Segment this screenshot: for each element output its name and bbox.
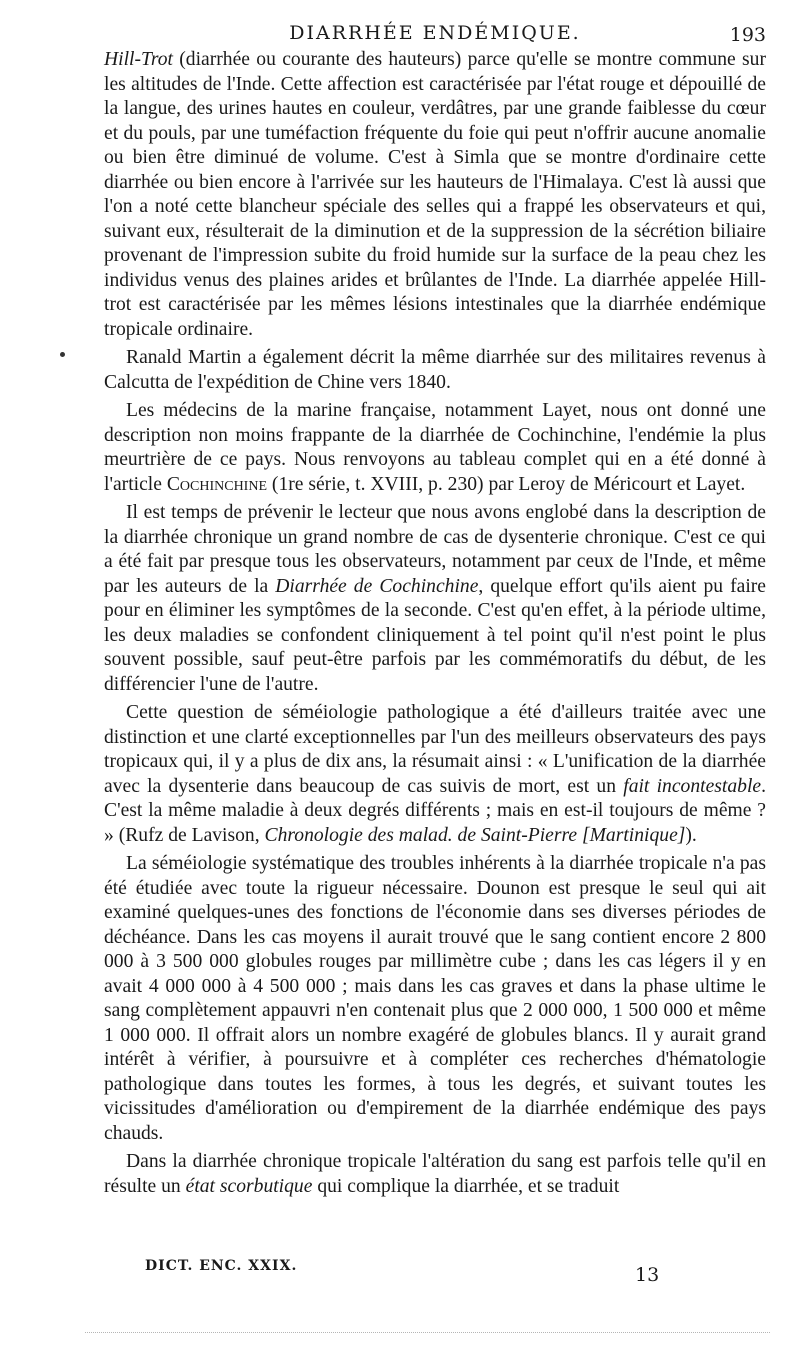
page-number: 193 — [729, 24, 766, 46]
paragraph — [104, 346, 766, 395]
text-run: Ranald Martin a également décrit la même diarrhée sur des militaires revenus à Calcutta de l'expédition de Chine vers 1840. — [104, 347, 766, 393]
text-run: ). — [685, 824, 697, 846]
paragraph — [104, 1150, 766, 1199]
text-run: . C'est la même maladie à deux degrés différents ; mais en est-il toujours de même ? » (Rufz de Lavison, — [104, 775, 766, 846]
text-run: (diarrhée ou courante des hauteurs) parce qu'elle se montre commune sur les altitudes de l'Inde. Cette affection est caractérisée par l'état rouge et dépouillé de la langue, des urines hautes en couleur, verdâtres, par une grande faiblesse du cœur et du pouls, par une tuméfaction fréquente du foie qui peut n'offrir aucune anomalie ou bien être diminué de volume. C'est à Simla que se montre d'ordinaire cette diarrhée ou bien encore à l'arrivée sur les hauteurs de l'Himalaya. C'est là aussi que l'on a noté cette blancheur spéciale des selles qui a frappé les observateurs et qui, suivant eux, résulterait de la diminution et de la suppression de la sécrétion biliaire provenant de l'impression subite du froid humide sur la surface de la peau chez les individus venus des plaines arides et brûlantes de l'Inde. La diarrhée appelée Hill-trot est caractérisée par les mêmes lésions intestinales que la diarrhée endémique tropicale ordinaire. — [104, 49, 766, 340]
text-run: qui complique la diarrhée, et se traduit — [312, 1175, 620, 1197]
italic-text: état scorbutique — [185, 1175, 313, 1197]
body-text — [104, 48, 766, 1203]
paragraph — [104, 701, 766, 848]
margin-mark — [60, 352, 65, 357]
bottom-rule — [85, 1332, 770, 1333]
text-run: , quelque effort qu'ils aient pu faire pour en éliminer les symptômes de la seconde. C'est qu'en effet, à la période ultime, les deux maladies se confondent cliniquement à tel point qu'il n'est point le plus souvent possible, sauf peut-être parfois par les commémoratifs du début, de les différencier l'une de l'autre. — [104, 575, 766, 695]
text-run: La séméiologie systématique des troubles inhérents à la diarrhée tropicale n'a pas été étudiée avec toute la rigueur nécessaire. Dounon est presque le seul qui ait examiné quelques-unes des fonctions de l'économie dans ses diverses périodes de déchéance. Dans les cas moyens il aurait trouvé que le sang contient encore 2 800 000 à 3 500 000 globules rouges par millimètre cube ; dans les cas légers il y en avait 4 000 000 à 4 500 000 ; mais dans les cas graves et dans la phase ultime le sang complètement appauvri n'en contenait plus que 2 000 000, 1 500 000 et même 1 000 000. Il offrait alors un nombre exagéré de globules blancs. Il y aurait grand intérêt à vérifier, à poursuivre et à compléter ces recherches d'hématologie pathologique dans toutes les formes, à tous les degrés, et suivant toutes les vicissitudes d'amélioration ou d'empirement de la diarrhée endémique des pays chauds. — [104, 853, 766, 1144]
italic-text: Hill-Trot — [104, 49, 173, 70]
signature-mark: DICT. ENC. XXIX. — [145, 1258, 298, 1274]
sheet-number: 13 — [635, 1264, 660, 1286]
paragraph — [104, 399, 766, 497]
text-run: Il est temps de prévenir le lecteur que nous avons englobé dans la description de la diarrhée chronique un grand nombre de cas de dysenterie chronique. C'est ce qui a été fait par presque tous les observateurs, notamment par ceux de l'Inde, et même par les auteurs de la — [104, 502, 766, 597]
text-run: Les médecins de la marine française, notamment Layet, nous ont donné une description non moins frappante de la diarrhée de Cochinchine, l'endémie la plus meurtrière de ce pays. Nous renvoyons au tableau complet qui en a été donné à l'article — [104, 400, 766, 495]
paragraph — [104, 48, 766, 342]
paragraph — [104, 852, 766, 1146]
running-title: DIARRHÉE ENDÉMIQUE. — [289, 22, 581, 44]
smallcaps-text: Cochinchine — [166, 473, 268, 495]
text-run: Dans la diarrhée chronique tropicale l'altération du sang est parfois telle qu'il en résulte un — [104, 1151, 766, 1197]
page-footer — [145, 1254, 740, 1284]
running-header — [100, 22, 770, 48]
italic-text: Diarrhée de Cochinchine — [275, 575, 479, 597]
paragraph — [104, 501, 766, 697]
text-run: Cette question de séméiologie pathologique a été d'ailleurs traitée avec une distinction et une clarté exceptionnelles par l'un des meilleurs observateurs des pays tropicaux qui, il y a plus de dix ans, la résumait ainsi : « L'unification de la diarrhée avec la dysenterie dans beaucoup de cas suivis de mort, est un — [104, 702, 766, 797]
text-run: (1re série, t. XVIII, p. 230) par Leroy de Méricourt et Layet. — [267, 473, 746, 495]
italic-text: Chronologie des malad. de Saint-Pierre [Martinique] — [264, 824, 686, 846]
italic-text: fait incontestable — [623, 775, 762, 797]
